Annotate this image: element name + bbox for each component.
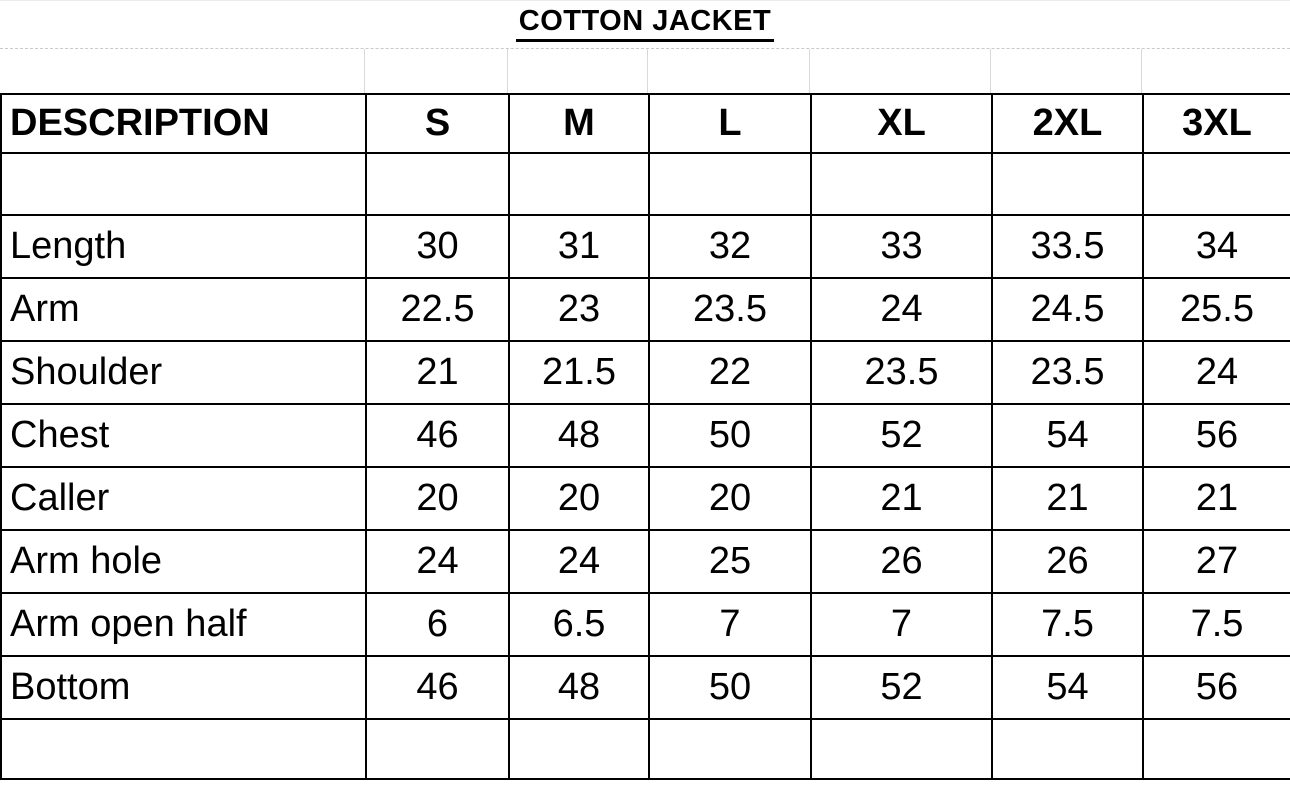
cell-value — [509, 153, 649, 215]
cell-value — [992, 153, 1143, 215]
cell-value: 20 — [366, 467, 509, 530]
cell-value — [649, 153, 811, 215]
gridline-cell — [365, 49, 508, 93]
cell-value: 24 — [509, 530, 649, 593]
cell-value: 21 — [811, 467, 992, 530]
table-row — [1, 215, 1290, 278]
header-row — [1, 94, 1290, 153]
cell-value: 24 — [1143, 341, 1290, 404]
row-label: Shoulder — [1, 341, 366, 404]
row-label: Arm open half — [1, 593, 366, 656]
gridline-cell — [0, 49, 365, 93]
gridline-cell — [648, 49, 810, 93]
cell-value: 26 — [992, 530, 1143, 593]
column-header-m: M — [509, 94, 649, 153]
cell-value: 23 — [509, 278, 649, 341]
cell-value: 50 — [649, 404, 811, 467]
cell-value: 33.5 — [992, 215, 1143, 278]
cell-value: 20 — [649, 467, 811, 530]
gridline-cell — [1142, 49, 1290, 93]
column-header-xl: XL — [811, 94, 992, 153]
column-header-3xl: 3XL — [1143, 94, 1290, 153]
row-label: Arm hole — [1, 530, 366, 593]
cell-value — [1143, 719, 1290, 779]
cell-value: 32 — [649, 215, 811, 278]
cell-value: 56 — [1143, 404, 1290, 467]
gridline-spacer-row — [0, 48, 1290, 93]
cell-value: 52 — [811, 656, 992, 719]
cell-value — [366, 153, 509, 215]
cell-value: 31 — [509, 215, 649, 278]
cell-value — [1143, 153, 1290, 215]
cell-value: 23.5 — [811, 341, 992, 404]
cell-value: 26 — [811, 530, 992, 593]
cell-value: 24.5 — [992, 278, 1143, 341]
cell-value: 30 — [366, 215, 509, 278]
cell-value: 21 — [992, 467, 1143, 530]
cell-value: 20 — [509, 467, 649, 530]
row-label: Length — [1, 215, 366, 278]
cell-value: 7.5 — [1143, 593, 1290, 656]
cell-value — [811, 153, 992, 215]
table-row — [1, 656, 1290, 719]
cell-value: 56 — [1143, 656, 1290, 719]
cell-value: 21 — [1143, 467, 1290, 530]
row-label: Chest — [1, 404, 366, 467]
cell-value: 7.5 — [992, 593, 1143, 656]
gridline-cell — [508, 49, 648, 93]
cell-value: 21.5 — [509, 341, 649, 404]
cell-value: 52 — [811, 404, 992, 467]
cell-value — [992, 719, 1143, 779]
cell-value: 7 — [649, 593, 811, 656]
row-label: Caller — [1, 467, 366, 530]
row-label: Arm — [1, 278, 366, 341]
column-header-s: S — [366, 94, 509, 153]
cell-value: 25.5 — [1143, 278, 1290, 341]
table-row — [1, 278, 1290, 341]
gridline-cell — [810, 49, 991, 93]
row-label — [1, 719, 366, 779]
cell-value: 22.5 — [366, 278, 509, 341]
cell-value: 21 — [366, 341, 509, 404]
empty-row — [1, 153, 1290, 215]
cell-value: 24 — [366, 530, 509, 593]
gridline-cell — [991, 49, 1142, 93]
table-row — [1, 530, 1290, 593]
cell-value: 24 — [811, 278, 992, 341]
cell-value: 34 — [1143, 215, 1290, 278]
table-body — [1, 153, 1290, 779]
cell-value: 46 — [366, 404, 509, 467]
cell-value: 7 — [811, 593, 992, 656]
cell-value: 50 — [649, 656, 811, 719]
cell-value: 46 — [366, 656, 509, 719]
page-title: COTTON JACKET — [516, 7, 774, 42]
row-label — [1, 153, 366, 215]
cell-value: 25 — [649, 530, 811, 593]
cell-value: 23.5 — [649, 278, 811, 341]
cell-value: 48 — [509, 656, 649, 719]
column-header-2xl: 2XL — [992, 94, 1143, 153]
table-row — [1, 404, 1290, 467]
cell-value — [366, 719, 509, 779]
table-row — [1, 341, 1290, 404]
cell-value: 27 — [1143, 530, 1290, 593]
cell-value: 22 — [649, 341, 811, 404]
column-header-description: DESCRIPTION — [1, 94, 366, 153]
cell-value: 54 — [992, 404, 1143, 467]
table-row — [1, 593, 1290, 656]
cell-value: 54 — [992, 656, 1143, 719]
cell-value — [509, 719, 649, 779]
cell-value — [649, 719, 811, 779]
cell-value: 48 — [509, 404, 649, 467]
cell-value: 6 — [366, 593, 509, 656]
table-row — [1, 467, 1290, 530]
cell-value: 33 — [811, 215, 992, 278]
title-row — [0, 0, 1290, 48]
cell-value — [811, 719, 992, 779]
row-label: Bottom — [1, 656, 366, 719]
column-header-l: L — [649, 94, 811, 153]
cell-value: 6.5 — [509, 593, 649, 656]
empty-row — [1, 719, 1290, 779]
size-chart-table — [0, 93, 1290, 780]
cell-value: 23.5 — [992, 341, 1143, 404]
